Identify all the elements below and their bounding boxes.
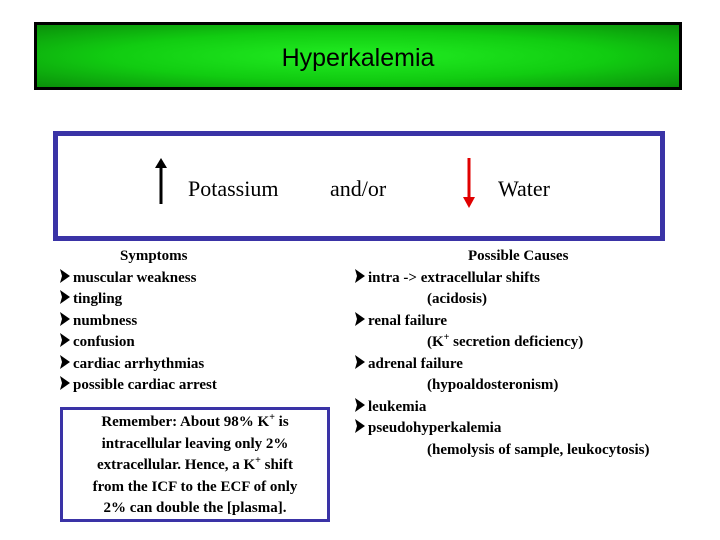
arrow-bullet-icon bbox=[355, 312, 365, 326]
list-item: pseudohyperkalemia bbox=[355, 418, 650, 440]
list-item: intra -> extracellular shifts bbox=[355, 268, 650, 290]
arrow-bullet-icon bbox=[60, 312, 70, 326]
title-banner bbox=[34, 22, 682, 90]
list-item: adrenal failure bbox=[355, 354, 650, 376]
potassium-water-box bbox=[53, 131, 665, 241]
list-item: numbness bbox=[60, 311, 217, 333]
water-label: Water bbox=[498, 176, 550, 201]
slide-title: Hyperkalemia bbox=[281, 43, 435, 72]
list-item: cardiac arrhythmias bbox=[60, 354, 217, 376]
arrow-down-icon bbox=[462, 158, 476, 208]
arrow-bullet-icon bbox=[355, 398, 365, 412]
symptoms-heading: Symptoms bbox=[120, 248, 188, 264]
potassium-label: Potassium bbox=[188, 176, 279, 201]
causes-heading: Possible Causes bbox=[468, 248, 569, 264]
symptoms-column bbox=[60, 246, 217, 397]
arrow-bullet-icon bbox=[60, 269, 70, 283]
and-or-label: and/or bbox=[330, 176, 387, 201]
list-item-detail: (K+ secretion deficiency) bbox=[427, 332, 584, 350]
arrow-up-icon bbox=[154, 158, 168, 204]
list-item-detail: (hypoaldosteronism) bbox=[427, 377, 559, 393]
arrow-bullet-icon bbox=[60, 376, 70, 390]
list-item-detail: (hemolysis of sample, leukocytosis) bbox=[427, 441, 650, 458]
causes-column bbox=[355, 246, 650, 461]
arrow-bullet-icon bbox=[60, 355, 70, 369]
list-item: confusion bbox=[60, 332, 217, 354]
remember-note-box bbox=[60, 407, 330, 522]
arrow-bullet-icon bbox=[355, 269, 365, 283]
list-item: tingling bbox=[60, 289, 217, 311]
list-item: muscular weakness bbox=[60, 268, 217, 290]
arrow-bullet-icon bbox=[60, 290, 70, 304]
remember-note-text: Remember: About 98% K+ is intracellular leaving only 2% extracellular. Hence, a K+ shift from the ICF to the ECF of only 2% can double the [plasma]. bbox=[63, 410, 327, 519]
arrow-bullet-icon bbox=[60, 333, 70, 347]
arrow-bullet-icon bbox=[355, 419, 365, 433]
list-item: renal failure bbox=[355, 311, 650, 333]
list-item-detail: (acidosis) bbox=[427, 291, 487, 307]
list-item: leukemia bbox=[355, 397, 650, 419]
list-item: possible cardiac arrest bbox=[60, 375, 217, 397]
arrow-bullet-icon bbox=[355, 355, 365, 369]
